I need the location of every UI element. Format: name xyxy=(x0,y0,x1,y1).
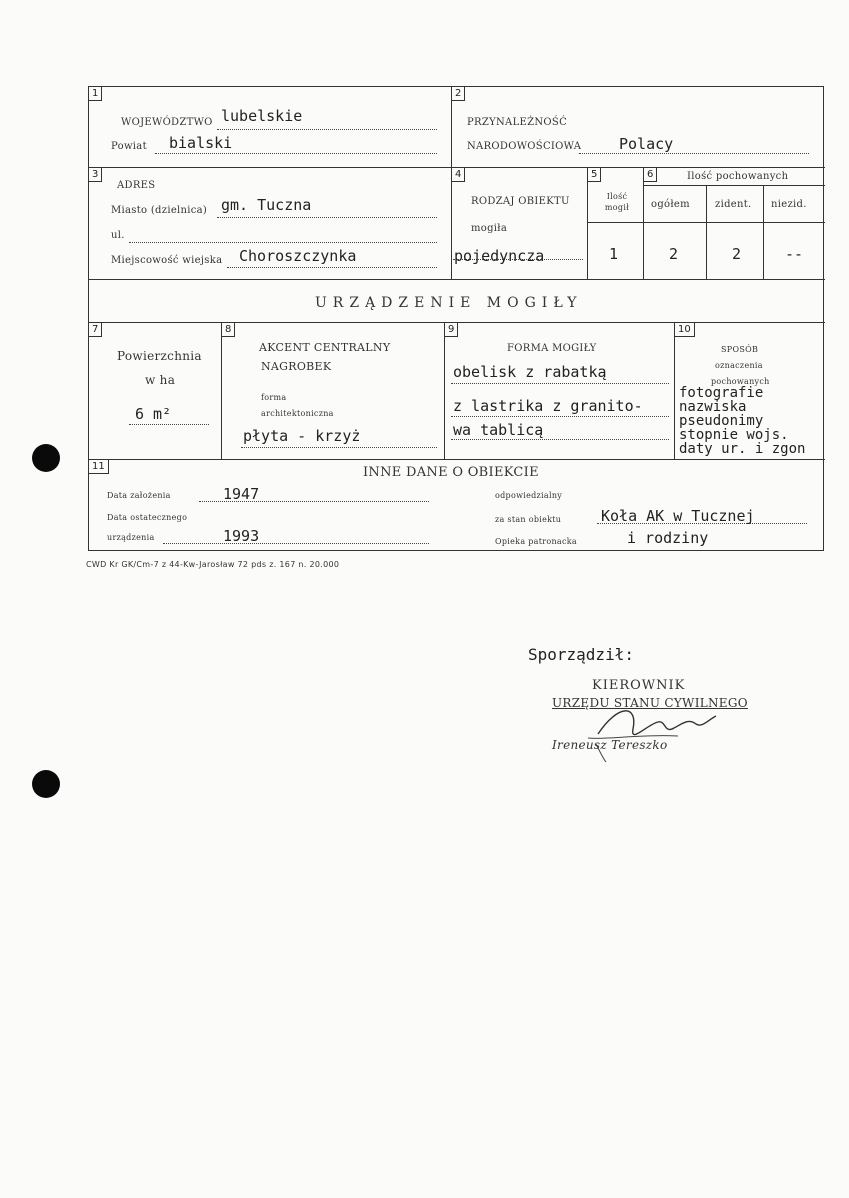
sposob-line-4: stopnie wojs. xyxy=(679,427,789,443)
zident-label: zident. xyxy=(715,199,752,210)
box-number-9: 9 xyxy=(445,323,458,337)
forma-mogily-line-3: wa tablicą xyxy=(453,421,544,439)
official-stamp xyxy=(548,676,748,771)
ilosc-mogil-value: 1 xyxy=(609,245,619,263)
data-zalozenia-label: Data założenia xyxy=(107,491,171,500)
forma-mogily-label: FORMA MOGIŁY xyxy=(507,343,597,354)
ogolem-label: ogółem xyxy=(651,199,690,210)
architektoniczna-label: architektoniczna xyxy=(261,409,334,418)
forma-label: forma xyxy=(261,393,287,402)
ilosc-pochowanych-label: Ilość pochowanych xyxy=(687,171,789,182)
inne-dane-title: INNE DANE O OBIEKCIE xyxy=(363,465,539,480)
sposob-line-1: fotografie xyxy=(679,385,764,401)
niezid-value: -- xyxy=(785,245,804,263)
forma-mogily-line-2: z lastrika z granito- xyxy=(453,397,643,415)
punch-hole-bottom xyxy=(32,770,60,798)
adres-label: ADRES xyxy=(117,180,156,191)
akcent-value: płyta - krzyż xyxy=(243,427,361,445)
data-ostatecznego-label: Data ostatecznego xyxy=(107,513,188,522)
print-footer: CWD Kr GK/Cm-7 z 44-Kw-Jarosław 72 pds z. 167 n. 20.000 xyxy=(86,560,340,569)
zident-value: 2 xyxy=(732,245,742,263)
stamp-line-1: KIEROWNIK xyxy=(592,678,686,693)
sposob-label: SPOSÓB xyxy=(721,345,759,354)
niezid-label: niezid. xyxy=(771,199,807,210)
box-number-8: 8 xyxy=(222,323,235,337)
wojewodztwo-label: WOJEWÓDZTWO xyxy=(121,117,213,128)
powiat-label: Powiat xyxy=(111,141,147,152)
forma-mogily-line-1: obelisk z rabatką xyxy=(453,363,607,381)
data-ostatecznego-value: 1993 xyxy=(223,527,260,545)
za-stan-obiektu-label: za stan obiektu xyxy=(495,515,562,524)
rodzaj-value: pojedyncza xyxy=(454,247,545,265)
opieka-value: i rodziny xyxy=(627,529,709,547)
narodowosc-value: Polacy xyxy=(619,135,674,153)
rodzaj-obiektu-label: RODZAJ OBIEKTU xyxy=(471,196,570,207)
miasto-label: Miasto (dzielnica) xyxy=(111,205,208,216)
wojewodztwo-value: lubelskie xyxy=(221,107,303,125)
box-number-10: 10 xyxy=(675,323,695,337)
box-number-4: 4 xyxy=(452,168,465,182)
box-number-7: 7 xyxy=(89,323,102,337)
punch-hole-top xyxy=(32,444,60,472)
urzadzenie-mogily-title: URZĄDZENIE MOGIŁY xyxy=(315,295,583,311)
powierzchnia-label: Powierzchnia xyxy=(117,349,202,363)
ogolem-value: 2 xyxy=(669,245,679,263)
powiat-value: bialski xyxy=(169,134,233,152)
oznaczenia-label: oznaczenia xyxy=(715,361,763,370)
sporzadzil-label: Sporządził: xyxy=(528,645,634,664)
box-number-5: 5 xyxy=(588,168,601,182)
box-number-11: 11 xyxy=(89,460,109,474)
w-ha-label: w ha xyxy=(145,373,176,387)
box-number-2: 2 xyxy=(452,87,465,101)
akcent-centralny-label: AKCENT CENTRALNY xyxy=(259,341,391,354)
urzadzenia-label: urządzenia xyxy=(107,533,155,542)
sposob-line-3: pseudonimy xyxy=(679,413,764,429)
odpowiedzialny-value: Koła AK w Tucznej xyxy=(601,507,755,525)
narodowosciowa-label: NARODOWOŚCIOWA xyxy=(467,141,582,152)
miasto-value: gm. Tuczna xyxy=(221,196,312,214)
nagrobek-label: NAGROBEK xyxy=(261,360,332,373)
handwritten-signature xyxy=(578,694,738,764)
odpowiedzialny-label: odpowiedzialny xyxy=(495,491,563,500)
box-number-6: 6 xyxy=(644,168,657,182)
miejscowosc-value: Choroszczynka xyxy=(239,247,357,265)
box-number-1: 1 xyxy=(89,87,102,101)
grave-record-form xyxy=(88,86,824,551)
data-zalozenia-value: 1947 xyxy=(223,485,260,503)
ul-label: ul. xyxy=(111,230,125,241)
box-number-3: 3 xyxy=(89,168,102,182)
stamp-name: Ireneusz Tereszko xyxy=(552,738,668,752)
powierzchnia-value: 6 m² xyxy=(135,405,172,423)
miejscowosc-label: Miejscowość wiejska xyxy=(111,255,223,266)
sposob-line-5: daty ur. i zgon xyxy=(679,441,806,457)
ilosc-mogil-label: Ilość mogił xyxy=(604,192,630,212)
pochowanych-label: pochowanych xyxy=(711,377,770,386)
mogila-label: mogiła xyxy=(471,223,508,234)
opieka-patronacka-label: Opieka patronacka xyxy=(495,537,577,546)
stamp-line-2: URZĘDU STANU CYWILNEGO xyxy=(552,696,748,710)
przynaleznosc-label: PRZYNALEŻNOŚĆ xyxy=(467,117,568,128)
sposob-line-2: nazwiska xyxy=(679,399,747,415)
